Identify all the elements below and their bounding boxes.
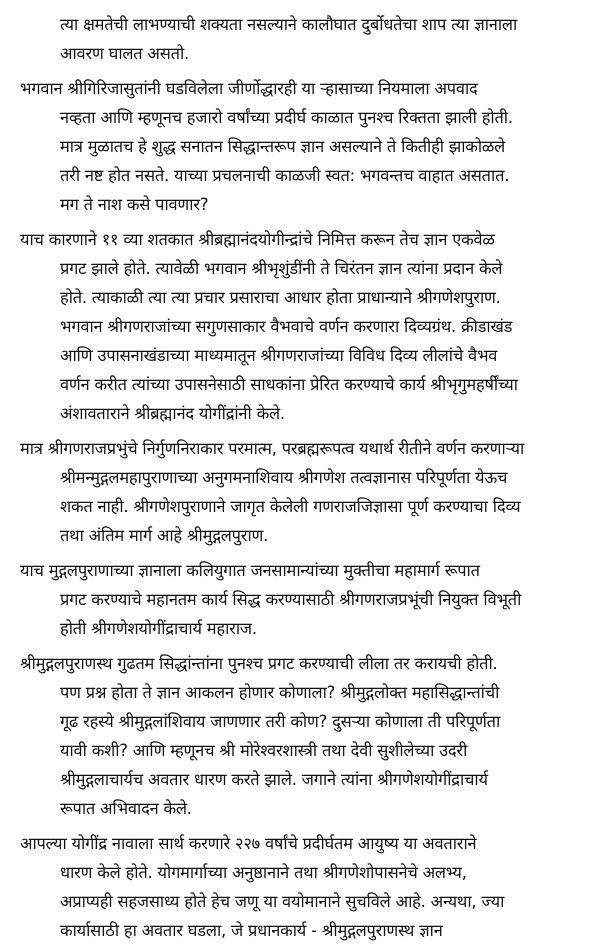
text-line: आवरण घालत असतो. — [60, 44, 190, 63]
paragraph — [0, 556, 600, 643]
text-line: मात्र मुळातच हे शुद्ध सनातन सिद्धान्तरूप ज्ञान असल्याने ते कितीही झाकोळले — [60, 137, 506, 156]
text-line: अंशावताराने श्रीब्रह्मानंद योगींद्रांनी केले. — [60, 404, 285, 423]
text-line: अप्राप्यही सहजसाध्य होते हेच जणू या वयोमानाने सुचविले आहे. अन्यथा, ज्या — [60, 892, 505, 911]
text-line: भगवान श्रीगिरिजासुतांनी घडविलेला जीर्णोद्धारही या ऱ्हासाच्या नियमाला अपवाद — [20, 79, 478, 98]
paragraph — [0, 225, 600, 428]
paragraph — [0, 74, 600, 219]
text-line: मग ते नाश कसे पावणार? — [60, 195, 209, 214]
text-line: आपल्या योगींद्र नावाला सार्थ करणारे २२७ वर्षांचे प्रदीर्घतम आयुष्य या अवताराने — [20, 834, 477, 853]
text-line: पण प्रश्न होता ते ज्ञान आकलन होणार कोणाला? श्रीमुद्गलोक्त महासिद्धान्तांची — [60, 683, 500, 702]
text-line: गूढ रहस्ये श्रीमुद्गलांशिवाय जाणणार तरी कोण? दुसऱ्या कोणाला ती परिपूर्णता — [60, 712, 501, 731]
text-line: होती श्रीगणेशयोगींद्राचार्य महाराज. — [60, 619, 257, 638]
text-line: रूपात अभिवादन केले. — [60, 799, 192, 818]
paragraph — [0, 649, 600, 823]
text-line: वर्णन करीत त्यांच्या उपासनेसाठी साधकांना प्रेरित करण्याचे कार्य श्रीभृगुमहर्षींच्या — [60, 375, 518, 394]
text-line: श्रीमुद्गलपुराणस्थ गुढतम सिद्धांन्तांना पुनश्च प्रगट करण्याची लीला तर करायची होती. — [20, 654, 498, 673]
paragraph — [0, 434, 600, 550]
paragraph — [0, 829, 600, 945]
text-line: मात्र श्रीगणराजप्रभुंचे निर्गुणनिराकार परमात्म, परब्रह्मरूपत्व यथार्थ रीतीने वर्णन करणाऱ्या — [20, 439, 524, 458]
text-line: तरी नष्ट होत नसते. याच्या प्रचलनाची काळजी स्वत: भगवन्तच वाहात असतात. — [60, 166, 510, 185]
text-line: प्रगट करण्याचे महानतम कार्य सिद्ध करण्यासाठी श्रीगणराजप्रभूंची नियुक्त विभूती — [60, 590, 522, 609]
text-line: आणि उपासनाखंडाच्या माध्यमातून श्रीगणराजांच्या विविध दिव्य लीलांचे वैभव — [60, 346, 498, 365]
text-line: कार्यासाठी हा अवतार घडला, जे प्रधानकार्य - श्रीमुद्गलपुराणस्थ ज्ञान — [60, 921, 443, 940]
text-line: यावी कशी? आणि म्हणूनच श्री मोरेश्वरशास्त्री तथा देवी सुशीलेच्या उदरी — [60, 741, 468, 760]
text-line: तथा अंतिम मार्ग आहे श्रीमुद्गलपुराण. — [60, 526, 269, 545]
text-line: शकत नाही. श्रीगणेशपुराणाने जागृत केलेली गणराजजिज्ञासा पूर्ण करण्याचा दिव्य — [60, 497, 521, 516]
text-line: नव्हता आणि म्हणूनच हजारो वर्षांच्या प्रदीर्घ काळात पुनश्च रिक्तता झाली होती. — [60, 108, 513, 127]
text-line: याच मुद्गलपुराणाच्या ज्ञानाला कलियुगात जनसामान्यांच्या मुक्तीचा महामार्ग रूपात — [20, 561, 480, 580]
text-line: त्या क्षमतेची लाभण्याची शक्यता नसल्याने कालौघात दुर्बोधतेचा शाप त्या ज्ञानाला — [60, 15, 518, 34]
text-line: भगवान श्रीगणराजांच्या सगुणसाकार वैभवाचे वर्णन करणारा दिव्यग्रंथ. क्रीडाखंड — [60, 317, 513, 336]
text-line: याच कारणाने ११ व्या शतकात श्रीब्रह्मानंदयोगीन्द्रांचे निमित्त करून तेच ज्ञान एकवेळ — [20, 230, 495, 249]
text-line: प्रगट झाले होते. त्यावेळी भगवान श्रीभृशुंडींनी ते चिरंतन ज्ञान त्यांना प्रदान केले — [60, 259, 503, 278]
text-line: धारण केले होते. योगमार्गाच्या अनुष्ठानाने तथा श्रीगणेशोपासनेचे अलभ्य, — [60, 863, 467, 882]
paragraph-continuation — [0, 10, 600, 68]
text-line: श्रीमुद्गलाचार्यच अवतार धारण करते झाले. जगाने त्यांना श्रीगणेशयोगींद्राचार्य — [60, 770, 488, 789]
text-line: होते. त्याकाळी त्या त्या प्रचार प्रसाराचा आधार होता प्राधान्याने श्रीगणेशपुराण. — [60, 288, 501, 307]
text-line: श्रीमन्मुद्गलमहापुराणाच्या अनुगमनाशिवाय श्रीगणेश तत्वज्ञानास परिपूर्णता येऊच — [60, 468, 508, 487]
